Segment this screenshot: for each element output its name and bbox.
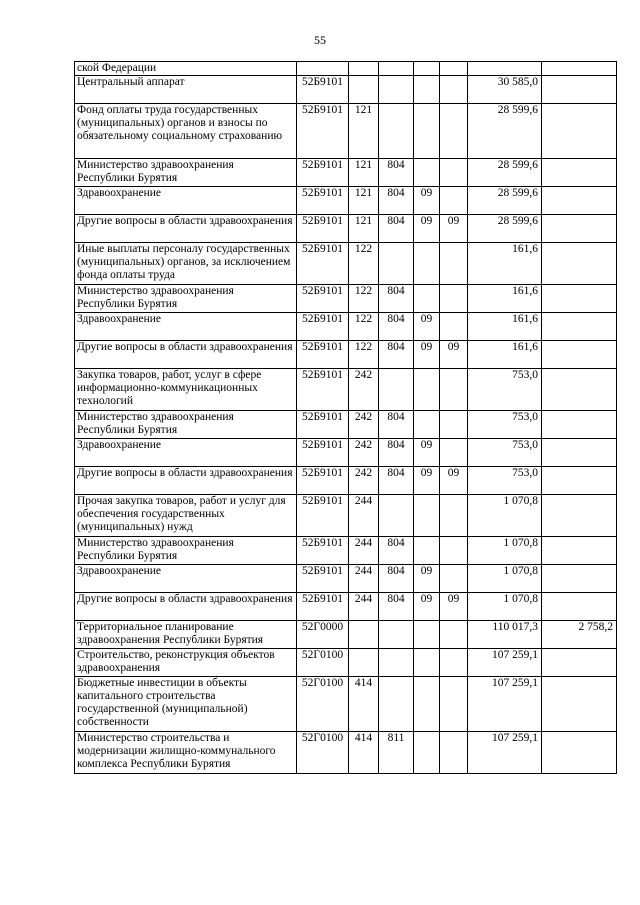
ministry-code: 804	[379, 537, 414, 565]
amount: 107 259,1	[468, 732, 542, 774]
amount-extra	[542, 369, 617, 411]
amount: 28 599,6	[468, 187, 542, 215]
row-name: Другие вопросы в области здравоохранения	[75, 593, 297, 621]
section-code	[414, 537, 440, 565]
amount: 1 070,8	[468, 495, 542, 537]
amount: 107 259,1	[468, 649, 542, 677]
expense-type: 122	[349, 243, 379, 285]
target-code: 52Б9101	[297, 341, 349, 369]
table-row	[75, 593, 617, 621]
expense-type	[349, 649, 379, 677]
page-number: 55	[314, 33, 326, 47]
table-row	[75, 621, 617, 649]
expense-type: 242	[349, 369, 379, 411]
amount: 161,6	[468, 313, 542, 341]
target-code: 52Г0100	[297, 732, 349, 774]
row-name: Закупка товаров, работ, услуг в сфере информационно-коммуникационных технологий	[75, 369, 297, 411]
amount-extra	[542, 76, 617, 104]
target-code: 52Б9101	[297, 187, 349, 215]
ministry-code: 804	[379, 467, 414, 495]
amount-extra	[542, 285, 617, 313]
expense-type: 244	[349, 537, 379, 565]
target-code: 52Б9101	[297, 411, 349, 439]
expense-type: 122	[349, 341, 379, 369]
row-name: Центральный аппарат	[75, 76, 297, 104]
ministry-code	[379, 649, 414, 677]
section-code: 09	[414, 593, 440, 621]
expense-type: 122	[349, 313, 379, 341]
table-row	[75, 537, 617, 565]
target-code: 52Б9101	[297, 439, 349, 467]
subsection-code	[440, 313, 468, 341]
subsection-code: 09	[440, 467, 468, 495]
amount: 107 259,1	[468, 677, 542, 732]
table-row	[75, 565, 617, 593]
amount-extra	[542, 62, 617, 76]
section-code	[414, 159, 440, 187]
section-code	[414, 104, 440, 159]
row-name: Другие вопросы в области здравоохранения	[75, 341, 297, 369]
amount-extra	[542, 593, 617, 621]
row-name: Прочая закупка товаров, работ и услуг для обеспечения государственных (муниципальных) нужд	[75, 495, 297, 537]
table-row	[75, 215, 617, 243]
ministry-code: 804	[379, 313, 414, 341]
target-code: 52Б9101	[297, 467, 349, 495]
target-code: 52Б9101	[297, 593, 349, 621]
budget-table	[74, 61, 617, 774]
ministry-code: 804	[379, 411, 414, 439]
table-row	[75, 243, 617, 285]
table-row	[75, 369, 617, 411]
row-name: Фонд оплаты труда государственных (муниципальных) органов и взносы по обязательному социальному страхованию	[75, 104, 297, 159]
subsection-code	[440, 677, 468, 732]
section-code	[414, 495, 440, 537]
amount-extra	[542, 677, 617, 732]
table-row	[75, 76, 617, 104]
ministry-code: 804	[379, 565, 414, 593]
amount: 753,0	[468, 411, 542, 439]
expense-type	[349, 62, 379, 76]
expense-type: 242	[349, 411, 379, 439]
row-name: Министерство строительства и модернизации жилищно-коммунального комплекса Республики Бурятия	[75, 732, 297, 774]
amount-extra	[542, 313, 617, 341]
amount-extra	[542, 159, 617, 187]
section-code: 09	[414, 215, 440, 243]
target-code: 52Б9101	[297, 495, 349, 537]
section-code: 09	[414, 187, 440, 215]
section-code	[414, 76, 440, 104]
section-code	[414, 243, 440, 285]
section-code: 09	[414, 313, 440, 341]
subsection-code	[440, 104, 468, 159]
section-code	[414, 369, 440, 411]
table-row	[75, 313, 617, 341]
row-name: Здравоохранение	[75, 439, 297, 467]
row-name: Министерство здравоохранения Республики Бурятия	[75, 537, 297, 565]
target-code: 52Б9101	[297, 215, 349, 243]
expense-type: 242	[349, 439, 379, 467]
table-row	[75, 467, 617, 495]
amount: 1 070,8	[468, 537, 542, 565]
subsection-code	[440, 565, 468, 593]
subsection-code	[440, 411, 468, 439]
target-code	[297, 62, 349, 76]
ministry-code: 804	[379, 439, 414, 467]
amount: 30 585,0	[468, 76, 542, 104]
row-name: Здравоохранение	[75, 187, 297, 215]
table-row	[75, 159, 617, 187]
ministry-code	[379, 677, 414, 732]
target-code: 52Б9101	[297, 104, 349, 159]
subsection-code	[440, 285, 468, 313]
ministry-code	[379, 243, 414, 285]
ministry-code: 804	[379, 187, 414, 215]
ministry-code: 804	[379, 593, 414, 621]
amount-extra	[542, 187, 617, 215]
amount: 28 599,6	[468, 215, 542, 243]
subsection-code: 09	[440, 215, 468, 243]
row-name: Другие вопросы в области здравоохранения	[75, 467, 297, 495]
section-code: 09	[414, 341, 440, 369]
row-name: Бюджетные инвестиции в объекты капитального строительства государственной (муниципальной) собственности	[75, 677, 297, 732]
amount: 753,0	[468, 439, 542, 467]
table-row	[75, 732, 617, 774]
section-code	[414, 677, 440, 732]
row-name: Министерство здравоохранения Республики Бурятия	[75, 285, 297, 313]
table-row	[75, 495, 617, 537]
table-row	[75, 285, 617, 313]
expense-type: 122	[349, 285, 379, 313]
amount: 110 017,3	[468, 621, 542, 649]
section-code: 09	[414, 439, 440, 467]
section-code	[414, 732, 440, 774]
expense-type: 244	[349, 495, 379, 537]
table-row	[75, 62, 617, 76]
target-code: 52Г0000	[297, 621, 349, 649]
amount-extra	[542, 565, 617, 593]
target-code: 52Г0100	[297, 677, 349, 732]
ministry-code: 804	[379, 341, 414, 369]
amount: 161,6	[468, 285, 542, 313]
expense-type: 414	[349, 732, 379, 774]
subsection-code	[440, 369, 468, 411]
section-code	[414, 411, 440, 439]
section-code: 09	[414, 565, 440, 593]
row-name: Другие вопросы в области здравоохранения	[75, 215, 297, 243]
expense-type: 121	[349, 104, 379, 159]
section-code	[414, 285, 440, 313]
amount-extra	[542, 439, 617, 467]
ministry-code: 811	[379, 732, 414, 774]
row-name: Здравоохранение	[75, 313, 297, 341]
subsection-code	[440, 187, 468, 215]
subsection-code	[440, 732, 468, 774]
expense-type: 414	[349, 677, 379, 732]
subsection-code	[440, 76, 468, 104]
amount: 28 599,6	[468, 104, 542, 159]
amount: 1 070,8	[468, 565, 542, 593]
amount: 161,6	[468, 341, 542, 369]
ministry-code	[379, 104, 414, 159]
row-name: Министерство здравоохранения Республики Бурятия	[75, 159, 297, 187]
table-row	[75, 649, 617, 677]
amount-extra	[542, 732, 617, 774]
amount: 161,6	[468, 243, 542, 285]
table-row	[75, 411, 617, 439]
ministry-code	[379, 62, 414, 76]
ministry-code	[379, 495, 414, 537]
row-name: Иные выплаты персоналу государственных (муниципальных) органов, за исключением фонда оплаты труда	[75, 243, 297, 285]
table-row	[75, 677, 617, 732]
subsection-code	[440, 62, 468, 76]
subsection-code: 09	[440, 593, 468, 621]
amount-extra: 2 758,2	[542, 621, 617, 649]
expense-type: 244	[349, 593, 379, 621]
subsection-code: 09	[440, 341, 468, 369]
section-code: 09	[414, 467, 440, 495]
target-code: 52Б9101	[297, 565, 349, 593]
expense-type: 121	[349, 187, 379, 215]
amount	[468, 62, 542, 76]
section-code	[414, 621, 440, 649]
subsection-code	[440, 439, 468, 467]
target-code: 52Б9101	[297, 76, 349, 104]
table-row	[75, 341, 617, 369]
section-code	[414, 62, 440, 76]
ministry-code: 804	[379, 159, 414, 187]
table-row	[75, 187, 617, 215]
subsection-code	[440, 537, 468, 565]
subsection-code	[440, 495, 468, 537]
subsection-code	[440, 621, 468, 649]
target-code: 52Б9101	[297, 369, 349, 411]
expense-type: 121	[349, 159, 379, 187]
target-code: 52Б9101	[297, 243, 349, 285]
table-body	[75, 62, 617, 774]
amount: 753,0	[468, 369, 542, 411]
row-name: Здравоохранение	[75, 565, 297, 593]
ministry-code	[379, 369, 414, 411]
ministry-code	[379, 621, 414, 649]
amount-extra	[542, 537, 617, 565]
amount-extra	[542, 341, 617, 369]
subsection-code	[440, 649, 468, 677]
subsection-code	[440, 243, 468, 285]
row-name: ской Федерации	[75, 62, 297, 76]
target-code: 52Г0100	[297, 649, 349, 677]
table-row	[75, 104, 617, 159]
amount: 753,0	[468, 467, 542, 495]
subsection-code	[440, 159, 468, 187]
section-code	[414, 649, 440, 677]
ministry-code: 804	[379, 285, 414, 313]
amount-extra	[542, 495, 617, 537]
amount-extra	[542, 649, 617, 677]
amount-extra	[542, 215, 617, 243]
amount-extra	[542, 411, 617, 439]
amount-extra	[542, 243, 617, 285]
ministry-code	[379, 76, 414, 104]
amount: 1 070,8	[468, 593, 542, 621]
amount-extra	[542, 467, 617, 495]
expense-type: 121	[349, 215, 379, 243]
expense-type: 242	[349, 467, 379, 495]
expense-type	[349, 76, 379, 104]
expense-type: 244	[349, 565, 379, 593]
table-row	[75, 439, 617, 467]
row-name: Территориальное планирование здравоохранения Республики Бурятия	[75, 621, 297, 649]
amount-extra	[542, 104, 617, 159]
ministry-code: 804	[379, 215, 414, 243]
target-code: 52Б9101	[297, 285, 349, 313]
amount: 28 599,6	[468, 159, 542, 187]
target-code: 52Б9101	[297, 159, 349, 187]
target-code: 52Б9101	[297, 313, 349, 341]
expense-type	[349, 621, 379, 649]
row-name: Строительство, реконструкция объектов здравоохранения	[75, 649, 297, 677]
row-name: Министерство здравоохранения Республики Бурятия	[75, 411, 297, 439]
target-code: 52Б9101	[297, 537, 349, 565]
